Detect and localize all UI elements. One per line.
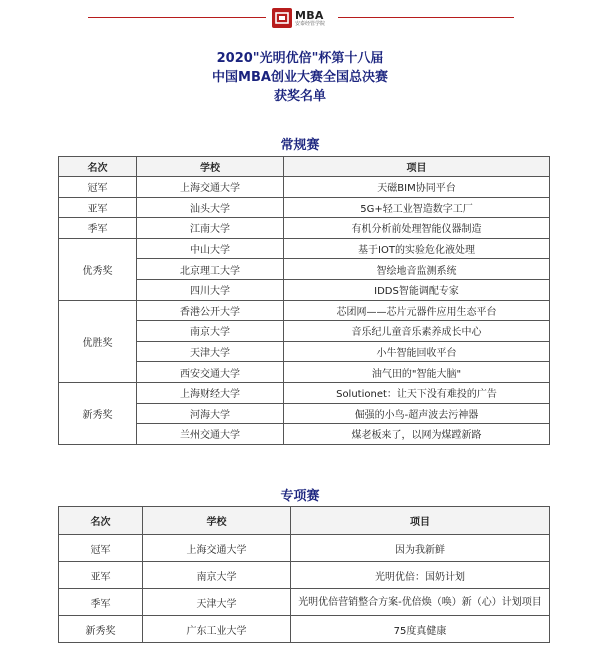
school-cell: 上海交通大学 [137,177,284,198]
school-cell: 香港公开大学 [137,300,284,321]
project-header: 项目 [284,157,550,177]
rank-header: 名次 [59,157,137,177]
rank-cell: 优秀奖 [59,238,137,300]
school-header: 学校 [143,507,291,535]
logo-wordmark: MBA [295,8,324,22]
project-cell: 油气田的"智能大脑" [284,362,550,383]
rank-cell: 冠军 [59,177,137,198]
brand-logo [272,6,334,30]
rank-cell: 亚军 [59,562,143,589]
title-line-1: 2020"光明优倍"杯第十八届 [216,51,384,66]
logo-subtitle: 安泰经管学院 [295,20,326,27]
document-title [0,49,600,106]
school-cell: 南京大学 [137,321,284,342]
header-rule-left [88,17,266,18]
project-cell: 光明优倍：国奶计划 [291,562,550,589]
school-cell: 北京理工大学 [137,259,284,280]
project-cell: 因为我新鲜 [291,535,550,562]
project-cell: 基于IOT的实验危化液处理 [284,238,550,259]
title-line-3: 获奖名单 [273,89,326,104]
school-cell: 河海大学 [137,403,284,424]
school-cell: 兰州交通大学 [137,424,284,445]
project-cell: IDDS智能调配专家 [284,279,550,300]
rank-cell: 季军 [59,589,143,616]
section-title-regular: 常规赛 [280,138,320,153]
table-row [59,589,550,616]
project-header: 项目 [291,507,550,535]
school-cell: 江南大学 [137,218,284,239]
header-rule-right [338,17,514,18]
rank-cell: 新秀奖 [59,616,143,643]
header-row [59,507,550,535]
school-cell: 四川大学 [137,279,284,300]
project-cell: 有机分析前处理智能仪器制造 [284,218,550,239]
project-cell: 光明优倍营销整合方案-优倍焕（唤）新（心）计划项目 [291,589,550,616]
school-cell: 中山大学 [137,238,284,259]
school-cell: 上海财经大学 [137,382,284,403]
table-row [59,197,550,218]
project-cell: 75度真健康 [291,616,550,643]
project-cell: 芯团网——芯片元器件应用生态平台 [284,300,550,321]
section-title-special: 专项赛 [280,489,320,504]
table-row [59,562,550,589]
project-cell: 天磁BIM协同平台 [284,177,550,198]
table-row [59,616,550,643]
rank-cell: 亚军 [59,197,137,218]
table-row [59,218,550,239]
school-cell: 广东工业大学 [143,616,291,643]
table-row [59,177,550,198]
school-cell: 南京大学 [143,562,291,589]
rank-cell: 优胜奖 [59,300,137,382]
project-cell: 小牛智能回收平台 [284,341,550,362]
school-cell: 西安交通大学 [137,362,284,383]
rank-cell: 冠军 [59,535,143,562]
school-cell: 汕头大学 [137,197,284,218]
project-cell: 智绘地音监测系统 [284,259,550,280]
project-cell: 倔强的小鸟-超声波去污神器 [284,403,550,424]
project-cell: 5G+轻工业智造数字工厂 [284,197,550,218]
header-row [59,157,550,177]
rank-cell: 新秀奖 [59,382,137,444]
logo-mark-icon [272,8,292,28]
school-cell: 上海交通大学 [143,535,291,562]
school-cell: 天津大学 [143,589,291,616]
project-cell: 煤老板来了，以网为煤蹚新路 [284,424,550,445]
title-line-2: 中国MBA创业大赛全国总决赛 [212,70,388,85]
school-cell: 天津大学 [137,341,284,362]
project-cell: Solutionet：让天下没有难投的广告 [284,382,550,403]
table-row [59,535,550,562]
school-header: 学校 [137,157,284,177]
table-row [59,238,550,259]
project-cell: 音乐纪儿童音乐素养成长中心 [284,321,550,342]
regular-awards-table [58,156,550,445]
rank-header: 名次 [59,507,143,535]
table-row [59,300,550,321]
rank-cell: 季军 [59,218,137,239]
special-awards-table [58,506,550,643]
table-row [59,382,550,403]
